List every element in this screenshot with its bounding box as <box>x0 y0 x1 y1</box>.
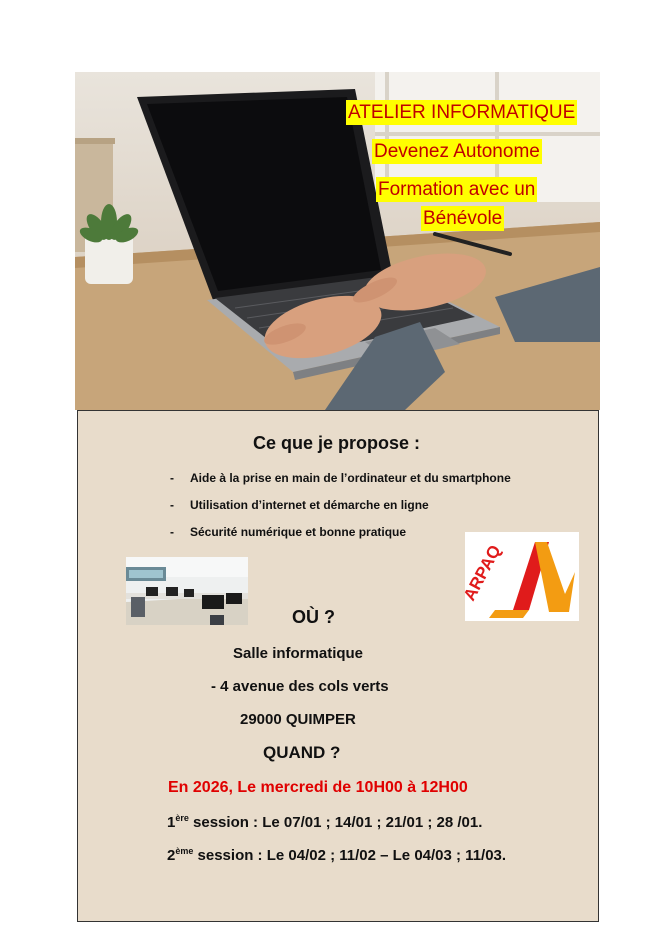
session-2-ordinal: ème <box>175 846 194 856</box>
when-heading: QUAND ? <box>263 743 341 762</box>
session-1-text: session : Le 07/01 ; 14/01 ; 21/01 ; 28 /01. <box>188 814 483 831</box>
where-line-room: Salle informatique <box>233 645 364 662</box>
schedule-line: En 2026, Le mercredi de 10H00 à 12H00 <box>168 779 468 796</box>
computer-room-photo <box>126 557 248 625</box>
session-1 <box>167 814 482 831</box>
bullet-marker: - <box>170 471 174 485</box>
info-panel <box>77 410 599 922</box>
hero-title-line3b: Bénévole <box>423 208 503 229</box>
bullet-item <box>170 471 511 485</box>
session-2-number: 2 <box>167 847 176 864</box>
where-line-city: 29000 QUIMPER <box>240 711 356 728</box>
where-heading: OÙ ? <box>292 607 335 627</box>
bullet-marker: - <box>170 498 174 512</box>
session-2-text: session : Le 04/02 ; 11/02 – Le 04/03 ; 11/03. <box>193 847 507 864</box>
where-line-address: - 4 avenue des cols verts <box>211 678 389 695</box>
hero-photo <box>75 72 600 410</box>
bullet-item <box>170 525 406 539</box>
hero-title-line3a: Formation avec un <box>378 179 536 200</box>
bullet-text: Utilisation d’internet et démarche en ligne <box>190 498 429 512</box>
hero-title-line1: ATELIER INFORMATIQUE <box>348 102 576 123</box>
logo-text: ARPAQ <box>459 541 505 604</box>
offer-heading: Ce que je propose : <box>253 433 421 453</box>
bullet-item <box>170 498 429 512</box>
bullet-text: Sécurité numérique et bonne pratique <box>190 525 407 539</box>
session-2 <box>167 847 506 864</box>
session-1-ordinal: ère <box>175 813 189 823</box>
bullet-text: Aide à la prise en main de l’ordinateur et du smartphone <box>190 471 511 485</box>
hero-title-line2: Devenez Autonome <box>374 141 540 162</box>
session-1-number: 1 <box>167 814 176 831</box>
arpaq-logo <box>459 532 579 621</box>
bullet-marker: - <box>170 525 174 539</box>
